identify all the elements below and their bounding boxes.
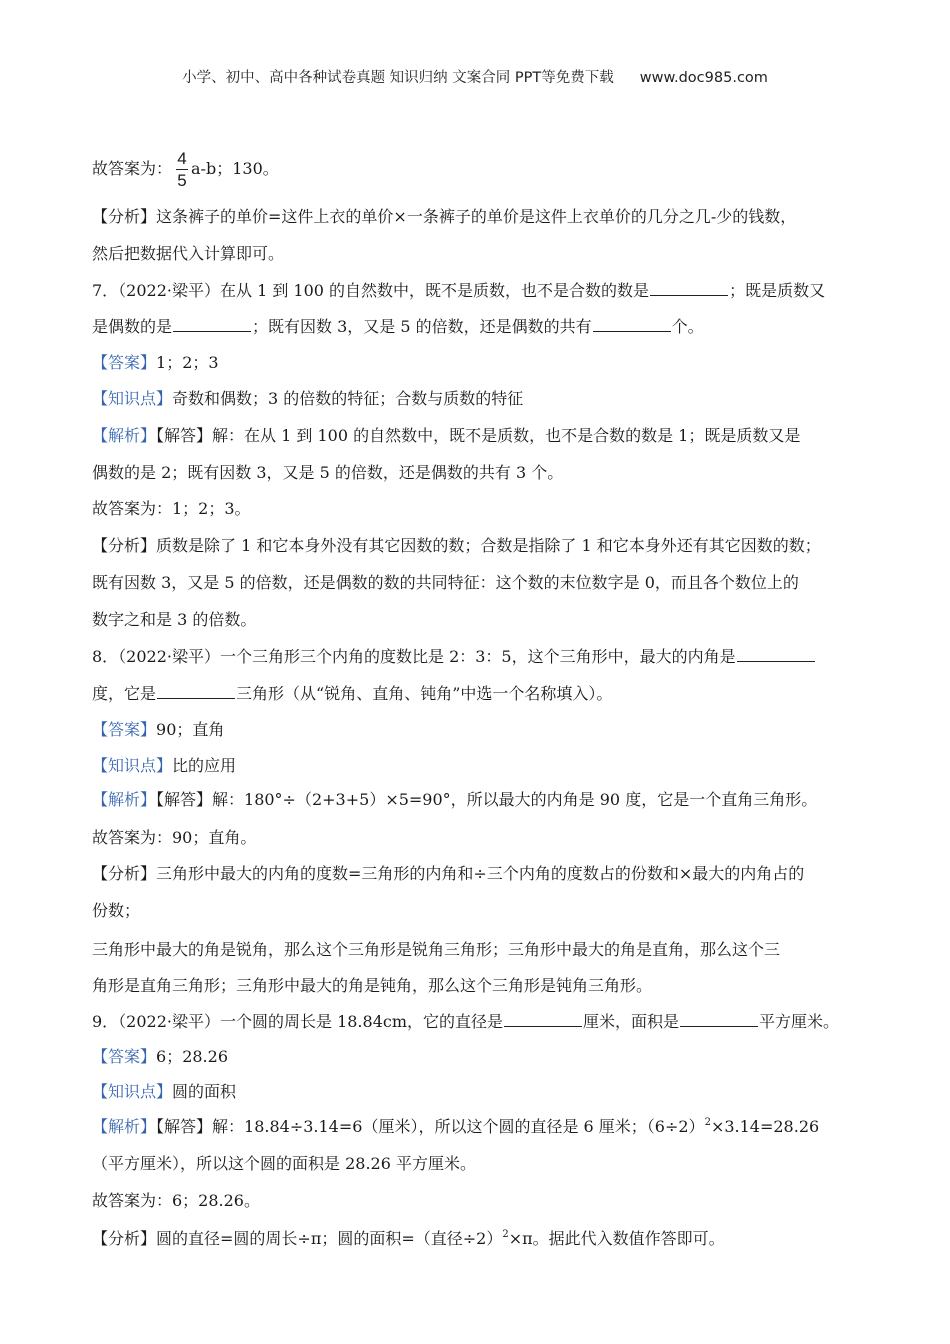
q8-analysis-line2: 份数； <box>92 901 141 920</box>
q7-analysis-line2: 既有因数 3，又是 5 的倍数，还是偶数的数的共同特征：这个数的末位数字是 0，而且各个数位上的 <box>92 573 799 592</box>
prev-answer-line: 故答案为： $\frac{4}{5}$ a-b；130。 <box>92 149 279 190</box>
q9-blank-2[interactable] <box>680 1012 758 1027</box>
q8-analysis-line1: 【分析】三角形中最大的内角的度数=三角形的内角和÷三个内角的度数占的份数和×最大的内角占的 <box>92 864 805 883</box>
q8-stem-line1: 8．（2022·梁平）一个三角形三个内角的度数比是 2：3：5，这个三角形中，最大的内角是 <box>92 647 816 667</box>
q7-knowledge-point: 【知识点】奇数和偶数；3 的倍数的特征；合数与质数的特征 <box>92 389 524 408</box>
header-url[interactable]: www.doc985.com <box>639 70 768 86</box>
q7-blank-1[interactable] <box>650 281 728 296</box>
q9-stem-line1: 9．（2022·梁平）一个圆的周长是 18.84cm，它的直径是 厘米，面积是 平方厘米。 <box>92 1012 840 1031</box>
prev-analysis-line2: 然后把数据代入计算即可。 <box>92 244 285 263</box>
q9-solution-line2: （平方厘米），所以这个圆的面积是 28.26 平方厘米。 <box>92 1154 476 1173</box>
q7-solution-line3: 故答案为：1；2；3。 <box>92 499 251 518</box>
q7-stem-line1: 7．（2022·梁平）在从 1 到 100 的自然数中，既不是质数，也不是合数的数是 ；既是质数又 <box>92 281 826 300</box>
q8-stem-line2: 度，它是 三角形（从“锐角、直角、钝角”中选一个名称填入）。 <box>92 684 613 703</box>
q9-knowledge-point: 【知识点】圆的面积 <box>92 1082 237 1101</box>
q8-solution-line1: 【解析】【解答】解：180°÷（2+3+5）×5=90°，所以最大的内角是 90 度，它是一个直角三角形。 <box>92 790 818 809</box>
fraction-four-fifths: $\frac{4}{5}$ <box>177 149 187 190</box>
q7-blank-3[interactable] <box>593 317 671 332</box>
q7-answer: 【答案】1；2；3 <box>92 353 219 372</box>
q9-blank-1[interactable] <box>504 1012 582 1027</box>
q9-solution-line1: 【解析】【解答】解：18.84÷3.14=6（厘米），所以这个圆的直径是 6 厘米；$(6\div 2)^2\times 3.14=28.26$ <box>92 1117 820 1136</box>
page-header <box>0 66 950 87</box>
q7-blank-2[interactable] <box>173 317 251 332</box>
q7-stem-line2: 是偶数的是 ；既有因数 3，又是 5 的倍数，还是偶数的共有 个。 <box>92 317 704 336</box>
q8-blank-2[interactable] <box>157 684 235 699</box>
q7-solution-line1: 【解析】【解答】解：在从 1 到 100 的自然数中，既不是质数，也不是合数的数是 1；既是质数又是 <box>92 426 801 445</box>
prev-analysis-line1: 【分析】这条裤子的单价=这件上衣的单价×一条裤子的单价是这件上衣单价的几分之几-少的钱数， <box>92 207 797 226</box>
q8-answer: 【答案】90；直角 <box>92 720 225 739</box>
q9-answer: 【答案】6；28.26 <box>92 1047 229 1066</box>
q9-analysis-line1: 【分析】圆的直径=圆的周长÷π；圆的面积=（直径÷2）$^2$×π。据此代入数值作答即可。 <box>92 1229 725 1248</box>
q7-solution-line2: 偶数的是 2；既有因数 3，又是 5 的倍数，还是偶数的共有 3 个。 <box>92 463 564 482</box>
q9-solution-line3: 故答案为：6；28.26。 <box>92 1191 260 1210</box>
q7-analysis-line1: 【分析】质数是除了 1 和它本身外没有其它因数的数；合数是指除了 1 和它本身外还有其它因数的数； <box>92 536 821 555</box>
q8-blank-1[interactable] <box>737 647 815 662</box>
q9-exponent-1: 2 <box>704 1117 711 1128</box>
q8-analysis-line4: 角形是直角三角形；三角形中最大的角是钝角，那么这个三角形是钝角三角形。 <box>92 976 653 995</box>
q9-exponent-2: 2 <box>502 1229 509 1240</box>
q8-analysis-line3: 三角形中最大的角是锐角，那么这个三角形是锐角三角形；三角形中最大的角是直角，那么这个三 <box>92 940 781 959</box>
q8-knowledge-point: 【知识点】比的应用 <box>92 756 237 775</box>
header-title: 小学、初中、高中各种试卷真题 知识归纳 文案合同 PPT等免费下载 <box>182 70 614 86</box>
q7-analysis-line3: 数字之和是 3 的倍数。 <box>92 610 257 629</box>
q8-solution-line2: 故答案为：90；直角。 <box>92 828 257 847</box>
